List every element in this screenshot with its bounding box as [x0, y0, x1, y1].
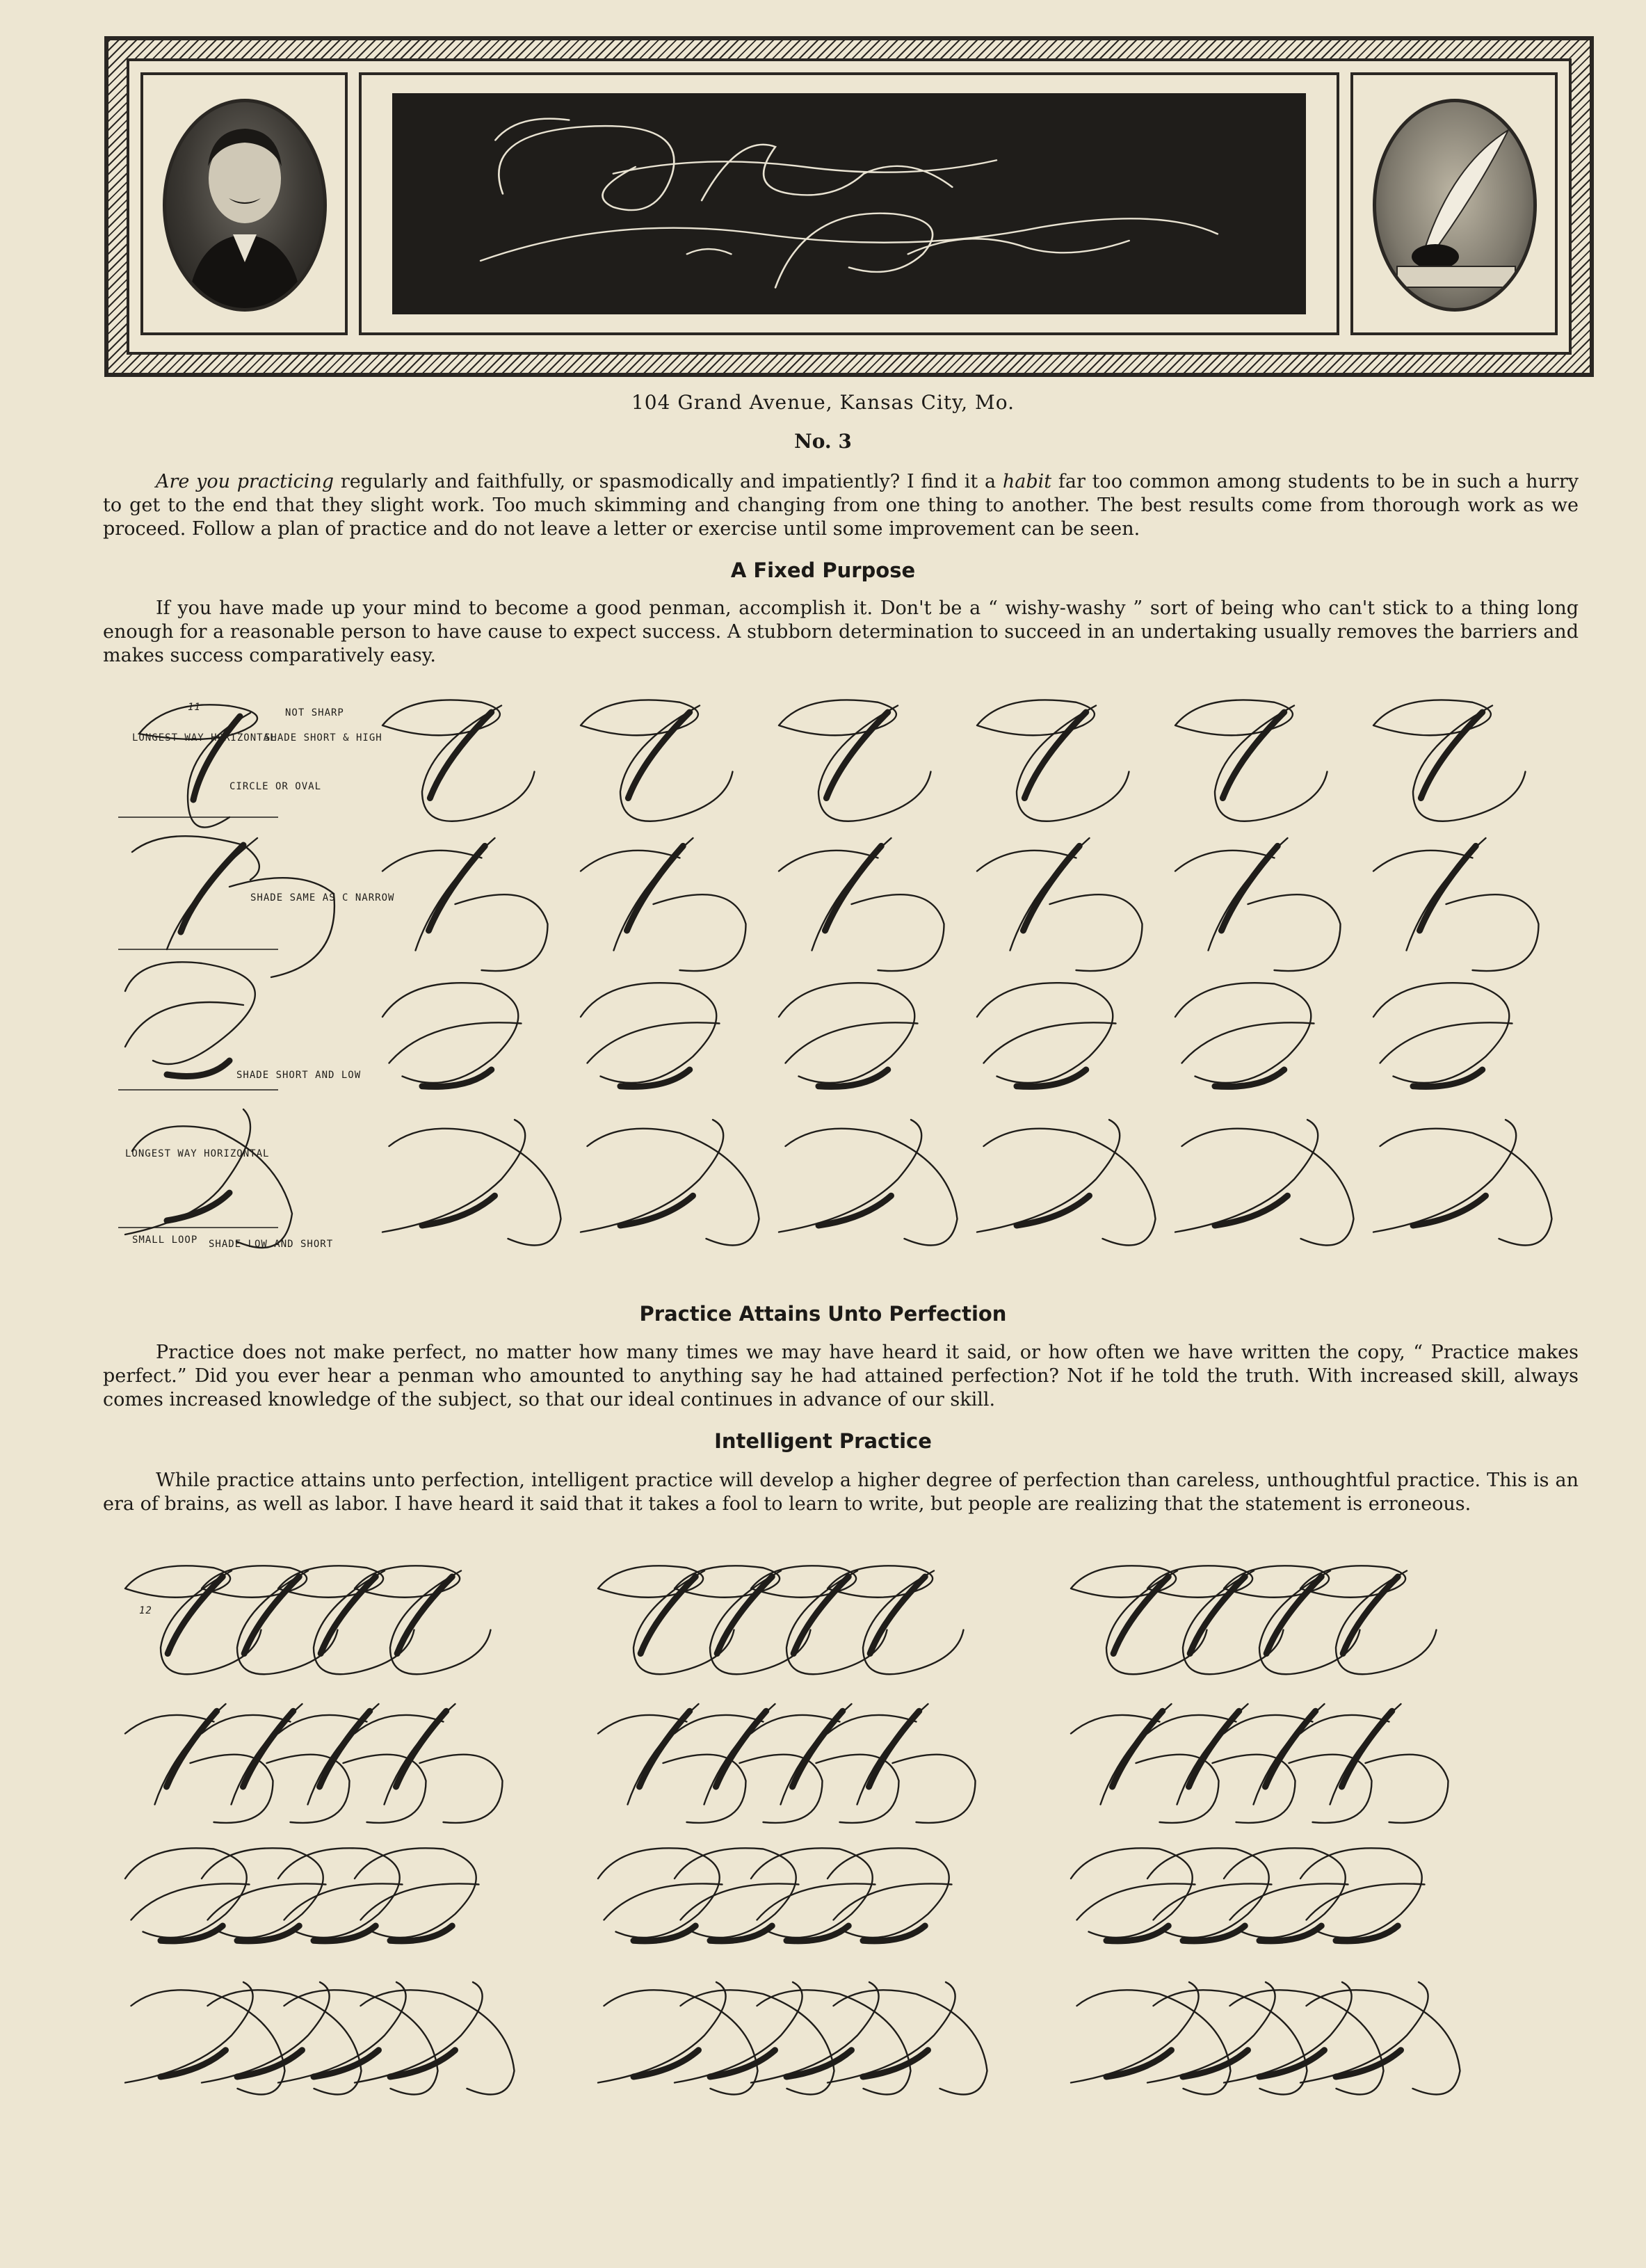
- plate1-practice-rows: [382, 700, 1552, 1245]
- plate2-number: 12: [139, 1605, 152, 1616]
- plate1-number: 11: [188, 702, 201, 713]
- plate1-note-4: CIRCLE OR OVAL: [229, 781, 322, 792]
- paragraph-intelligent-practice: While practice attains unto perfection, intelligent practice will develop a higher degree of perfection than careless, unthoughtful practice. This is an era of brains, as well as labor. I have heard it said that it takes a fool to learn to write, but people are realizing that the statement is erroneous.: [103, 1470, 1579, 1515]
- plate1-note-2: LONGEST WAY HORIZONTAL: [132, 732, 277, 743]
- portrait-icon: [163, 99, 327, 312]
- intro-paragraph: [103, 470, 1579, 541]
- intro-italic-1: Are you practicing: [156, 471, 334, 492]
- paragraph-practice-perfection: Practice does not make perfect, no matter how many times we may have heard it said, or how often we have written the copy, “ Practice makes perfect.” Did you ever hear a penman who amounted to anything say he had attained perfection? Not if he told the truth. With increased skill, always comes increased knowledge of the subject, so that our ideal continues in advance of our skill.: [103, 1342, 1579, 1410]
- heading-fixed-purpose: A Fixed Purpose: [730, 558, 916, 582]
- quill-inkwell-icon: [1373, 99, 1537, 312]
- plate1-note-3: SHADE SHORT & HIGH: [264, 732, 382, 743]
- intro-text-1: regularly and faithfully, or spasmodically and impatiently? I find it a: [334, 471, 1003, 492]
- model-letter-h: [132, 836, 334, 977]
- plate1-note-1: NOT SHARP: [285, 707, 344, 718]
- plate1-note-9: SHADE LOW AND SHORT: [209, 1239, 334, 1250]
- penmanship-plate-2: [111, 1551, 1579, 2149]
- penmanship-plate-1: [111, 685, 1579, 1283]
- header-banner: [104, 36, 1594, 377]
- issue-number: No. 3: [794, 430, 852, 453]
- plate1-note-6: SHADE SHORT AND LOW: [236, 1070, 362, 1081]
- paragraph-fixed-purpose: If you have made up your mind to become a good penman, accomplish it. Don't be a “ wishy-washy ” sort of being who can't stick to a thing long enough for a reasonable person to have cause to expect success. A stubborn determination to succeed in an undertaking usually removes the barriers and makes success comparatively easy.: [103, 597, 1579, 666]
- heading-intelligent-practice: Intelligent Practice: [714, 1429, 932, 1453]
- title-lettering: [392, 93, 1306, 314]
- quill-panel: [1350, 72, 1558, 335]
- plate1-note-8: SMALL LOOP: [132, 1234, 198, 1246]
- address-line: 104 Grand Avenue, Kansas City, Mo.: [631, 391, 1015, 414]
- plate2-practice-rows: [125, 1566, 1460, 2094]
- portrait-panel: [140, 72, 348, 335]
- plate1-note-5: SHADE SAME AS C NARROW: [250, 892, 395, 903]
- banner-frame: [127, 58, 1572, 355]
- model-letter-c: [139, 705, 257, 827]
- title-panel: [359, 72, 1339, 335]
- intro-text-2: far too common among students to be in such a hurry to get to the end that they slight work. Too much skimming and changing from one thing to another. The best results come from thorough work as we proceed. Follow a plan of practice and do not leave a letter or exercise until some improvement can be seen.: [103, 471, 1579, 540]
- heading-practice-perfection: Practice Attains Unto Perfection: [639, 1302, 1007, 1326]
- intro-italic-2: habit: [1002, 471, 1052, 492]
- model-letter-s: [125, 962, 255, 1076]
- model-letter-l: [125, 1109, 292, 1248]
- plate1-note-7: LONGEST WAY HORIZONTAL: [125, 1148, 270, 1159]
